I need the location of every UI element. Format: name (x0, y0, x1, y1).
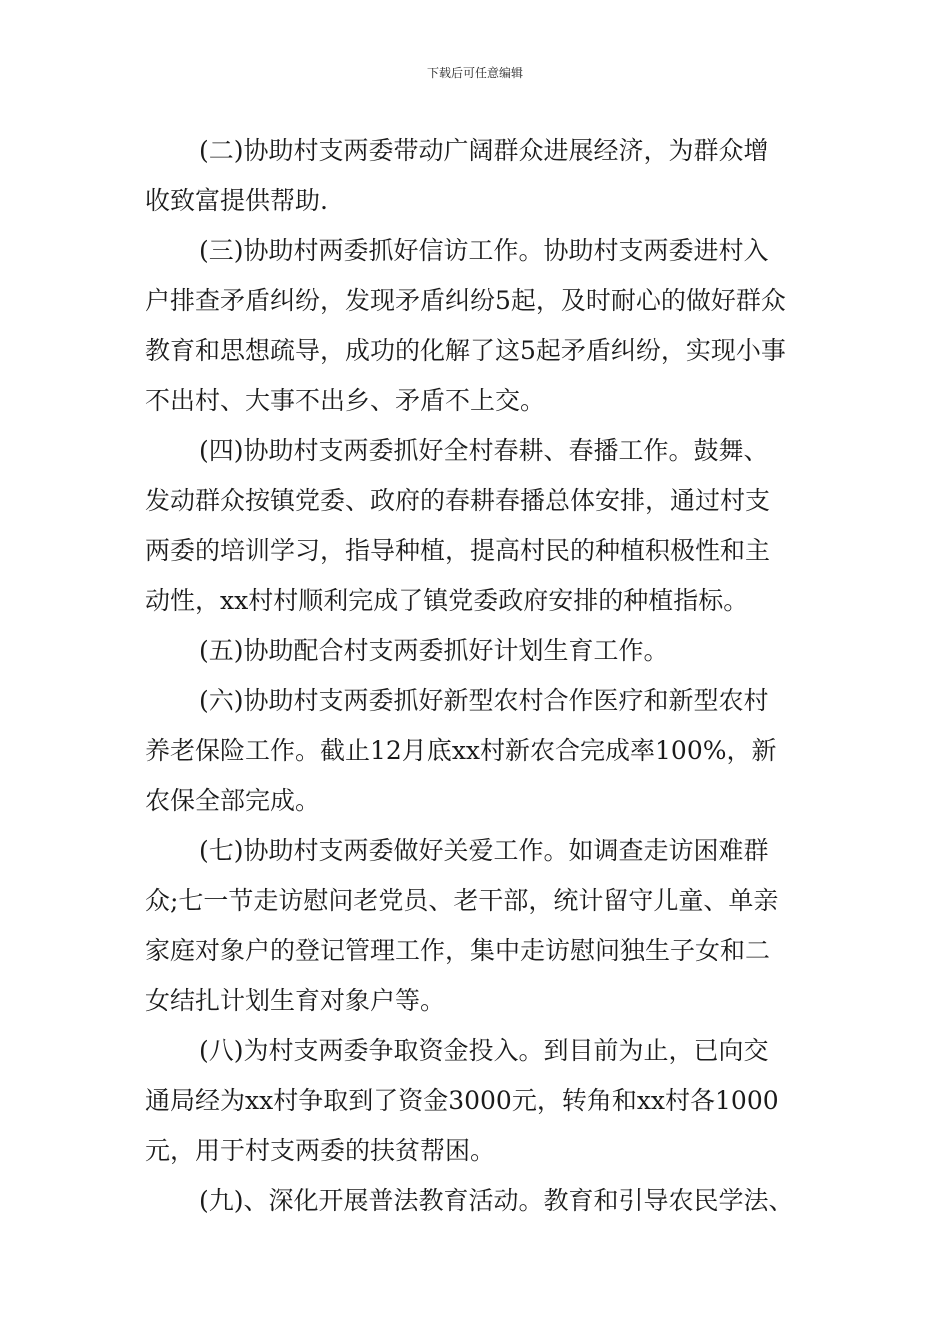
paragraph-line: 元，用于村支两委的扶贫帮困。 (145, 1136, 496, 1165)
paragraph-line: 收致富提供帮助. (145, 186, 328, 215)
paragraph-line: 女结扎计划生育对象户等。 (145, 986, 446, 1015)
paragraph-first-line: (九)、深化开展普法教育活动。教育和引导农民学法、 (199, 1186, 794, 1215)
paragraph-first-line: (三)协助村两委抓好信访工作。协助村支两委进村入 (199, 236, 769, 265)
paragraph-line: 农保全部完成。 (145, 786, 321, 815)
paragraph-line: 户排查矛盾纠纷，发现矛盾纠纷5起，及时耐心的做好群众 (145, 286, 786, 315)
paragraph-line: 教育和思想疏导，成功的化解了这5起矛盾纠纷，实现小事 (145, 336, 786, 365)
page-header: 下载后可任意编辑 (426, 66, 523, 80)
paragraph-line: 通局经为xx村争取到了资金3000元，转角和xx村各1000 (145, 1086, 779, 1115)
paragraph-line: 动性，xx村村顺利完成了镇党委政府安排的种植指标。 (145, 586, 749, 615)
paragraph-line: 众;七一节走访慰问老党员、老干部，统计留守儿童、单亲 (145, 886, 779, 915)
paragraph-first-line: (八)为村支两委争取资金投入。到目前为止，已向交 (199, 1036, 769, 1065)
document-body (145, 126, 810, 1226)
paragraph-line: 养老保险工作。截止12月底xx村新农合完成率100%，新 (145, 736, 777, 765)
paragraph-first-line: (二)协助村支两委带动广阔群众进展经济，为群众增 (199, 136, 769, 165)
paragraph-first-line: (五)协助配合村支两委抓好计划生育工作。 (199, 636, 669, 665)
paragraph-first-line: (六)协助村支两委抓好新型农村合作医疗和新型农村 (199, 686, 769, 715)
paragraph-line: 不出村、大事不出乡、矛盾不上交。 (145, 386, 546, 415)
paragraph-line: 发动群众按镇党委、政府的春耕春播总体安排，通过村支 (145, 486, 771, 515)
paragraph-first-line: (四)协助村支两委抓好全村春耕、春播工作。鼓舞、 (199, 436, 769, 465)
paragraph-line: 两委的培训学习，指导种植，提高村民的种植积极性和主 (145, 536, 771, 565)
paragraph-first-line: (七)协助村支两委做好关爱工作。如调查走访困难群 (199, 836, 769, 865)
paragraph-line: 家庭对象户的登记管理工作，集中走访慰问独生子女和二 (145, 936, 771, 965)
